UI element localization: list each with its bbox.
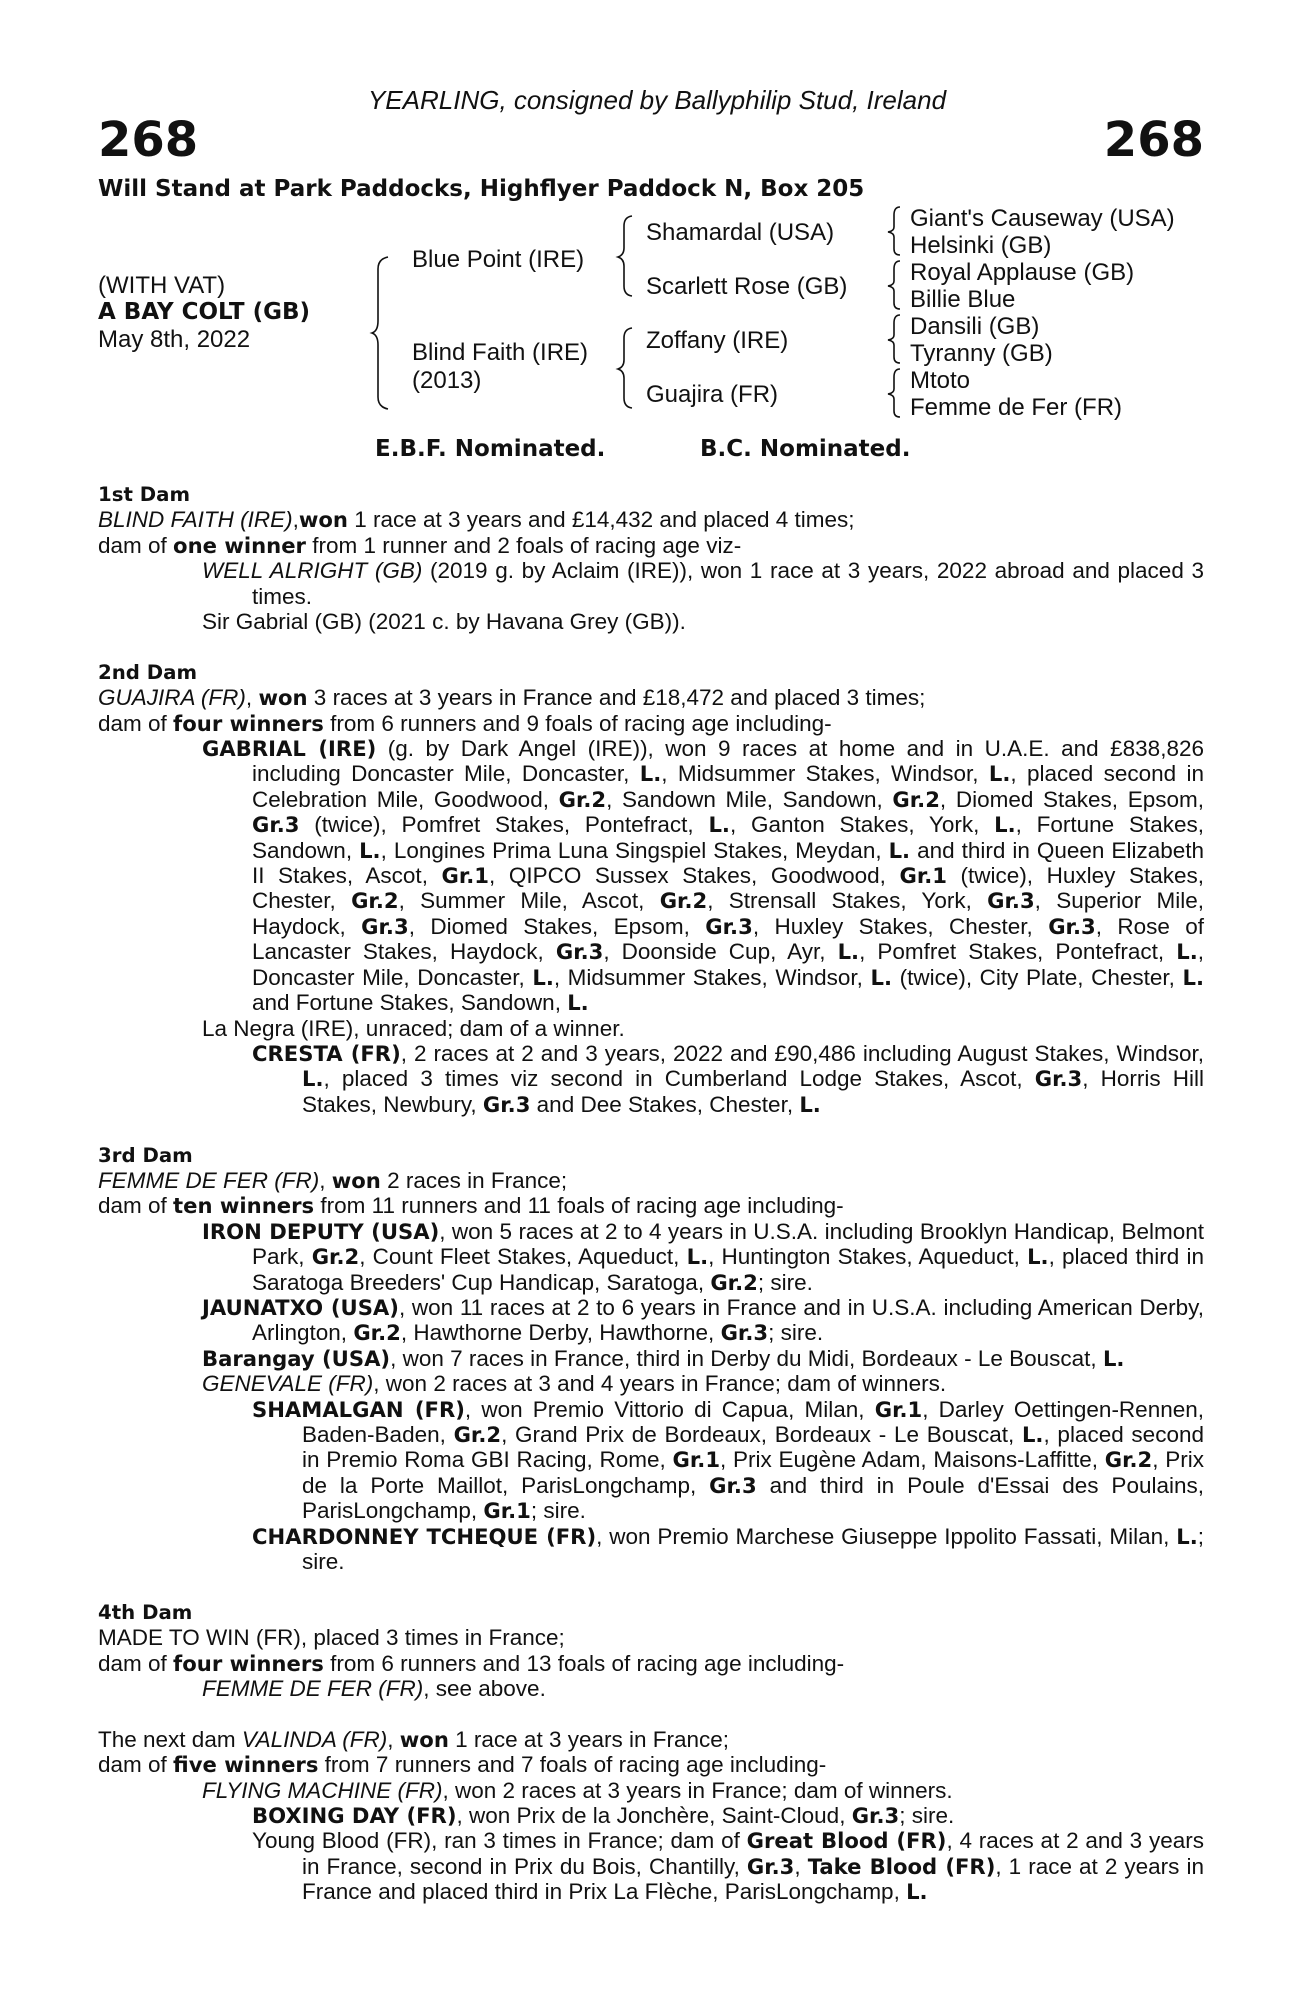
bold-text: L. (1176, 939, 1198, 965)
dam-heading (98, 660, 1204, 685)
bold-text: L. (1102, 1345, 1125, 1371)
record-paragraph (98, 1346, 1204, 1371)
record-paragraph (98, 1676, 1204, 1701)
text: , 2 races at 2 and 3 years, 2022 and £90,486 including August Stakes, Windsor, (400, 1040, 1205, 1066)
bold-text: Great Blood (FR) (746, 1828, 947, 1854)
lot-number-left: 268 (98, 112, 199, 168)
text: Young Blood (FR), ran 3 times in France; dam of (252, 1828, 747, 1854)
bold-text: Gr.2 (351, 888, 399, 914)
text: , Summer Mile, Ascot, (398, 888, 660, 914)
text: , (319, 1167, 332, 1193)
bold-text: GABRIAL (IRE) (202, 736, 377, 762)
bold-text: Gr.2 (710, 1269, 758, 1295)
lot-number-right: 268 (1103, 112, 1204, 168)
dam-heading (98, 482, 1204, 507)
bc-nomination: B.C. Nominated. (700, 436, 911, 462)
bold-text: CRESTA (FR) (252, 1040, 401, 1066)
bold-text: L. (988, 761, 1011, 787)
bold-text: Gr.3 (1048, 913, 1096, 939)
ggp-name: Dansili (GB) (910, 313, 1040, 340)
italic-name: GUAJIRA (FR) (98, 685, 246, 711)
text: dam of (98, 1752, 174, 1778)
bold-text: Gr.1 (441, 863, 490, 889)
dam-sire-name: Zoffany (IRE) (646, 327, 789, 354)
bold-text: Gr.3 (705, 913, 753, 939)
text: (twice), Huxley Stakes, Chester, (252, 863, 1204, 914)
text: , Hawthorne Derby, Hawthorne, (400, 1320, 721, 1346)
bold-text: L. (1176, 1523, 1198, 1549)
text: dam of (98, 532, 174, 558)
spacer (98, 1701, 1204, 1726)
text: (twice), Pomfret Stakes, Pontefract, (299, 812, 709, 838)
text: , won 2 races at 3 and 4 years in France; dam of winners. (373, 1371, 947, 1397)
italic-name: FEMME DE FER (FR) (98, 1167, 320, 1193)
text: and third in Queen Elizabeth II Stakes, Ascot, (252, 837, 1204, 889)
text: , won 11 races at 2 to 6 years in France and in U.S.A. including American Derby, Arlington, (252, 1294, 1204, 1346)
text: ; sire. (302, 1523, 1204, 1575)
bold-text: one winner (173, 532, 306, 558)
text: from 6 runners and 13 foals of racing age including- (323, 1650, 845, 1676)
text: and third in Poule d'Essai des Poulains, ParisLongchamp, (302, 1472, 1204, 1524)
record-paragraph (98, 1651, 1204, 1676)
sire-dam-name: Scarlett Rose (GB) (646, 273, 848, 300)
text: The next dam (98, 1726, 242, 1752)
bold-text: 4th Dam (98, 1600, 193, 1624)
bold-text: Gr.2 (892, 786, 940, 812)
text: 2 races in France; (380, 1167, 568, 1193)
text: , Doncaster Mile, Doncaster, (252, 939, 1204, 990)
bold-text: four winners (173, 1650, 324, 1676)
bold-text: Gr.2 (1104, 1447, 1153, 1473)
bold-text: Barangay (USA) (202, 1345, 391, 1371)
bold-text: Gr.3 (361, 913, 409, 939)
text: (twice), City Plate, Chester, (892, 964, 1183, 990)
text: dam of (98, 1193, 174, 1219)
bold-text: L. (888, 837, 911, 863)
pedigree-bracket-ggp-3 (888, 313, 908, 365)
bold-text: L. (708, 812, 730, 838)
bold-text: BOXING DAY (FR) (252, 1803, 457, 1829)
record-paragraph (98, 1828, 1204, 1904)
sire-name: Blue Point (IRE) (412, 246, 585, 273)
bold-text: L. (1021, 1422, 1044, 1447)
bold-text: won (399, 1726, 449, 1752)
bold-text: ten winners (173, 1193, 315, 1219)
text: , won 7 races in France, third in Derby du Midi, Bordeaux - Le Bouscat, (390, 1345, 1103, 1371)
ggp-name: Billie Blue (910, 286, 1016, 313)
bold-text: CHARDONNEY TCHEQUE (FR) (252, 1523, 597, 1549)
dam-year: (2013) (412, 367, 482, 394)
text: , won Prix de la Jonchère, Saint-Cloud, (456, 1803, 852, 1829)
bold-text: 2nd Dam (98, 660, 198, 684)
bold-text: L. (870, 964, 893, 990)
bold-text: four winners (173, 710, 324, 736)
italic-name: WELL ALRIGHT (GB) (202, 558, 423, 584)
text: , Prix Eugène Adam, Maisons-Laffitte, (720, 1447, 1105, 1473)
text: , Horris Hill Stakes, Newbury, (302, 1066, 1204, 1117)
text: , Huxley Stakes, Chester, (752, 913, 1049, 939)
text: , Grand Prix de Bordeaux, Bordeaux - Le Bouscat, (501, 1422, 1022, 1447)
bold-text: L. (799, 1091, 821, 1117)
record-paragraph (98, 507, 1204, 532)
ggp-name: Tyranny (GB) (910, 340, 1053, 367)
record-paragraph (98, 609, 1204, 634)
text: , Diomed Stakes, Epsom, (408, 913, 706, 939)
sire-sire-name: Shamardal (USA) (646, 219, 835, 246)
bold-text: won (331, 1167, 381, 1193)
italic-name: GENEVALE (FR) (202, 1371, 374, 1397)
text: , Count Fleet Stakes, Aqueduct, (359, 1244, 687, 1270)
record-paragraph (98, 1778, 1204, 1803)
pedigree-bracket-ggp-2 (888, 259, 908, 311)
text: , Diomed Stakes, Epsom, (939, 786, 1204, 812)
spacer (98, 634, 1204, 659)
record-paragraph (98, 533, 1204, 558)
text: , see above. (423, 1676, 546, 1702)
text: , (292, 507, 299, 533)
bold-text: Gr.3 (482, 1091, 531, 1117)
spacer (98, 1117, 1204, 1142)
italic-name: BLIND FAITH (IRE) (98, 507, 293, 533)
text: , placed second in Celebration Mile, Goodwood, (252, 761, 1205, 812)
record-paragraph (98, 1219, 1204, 1295)
text: (2019 g. by Aclaim (IRE)), won 1 race at 3 years, 2022 abroad and placed 3 times. (252, 558, 1204, 609)
pedigree-bracket-sire (618, 214, 642, 298)
text: dam of (98, 710, 174, 736)
text: , placed 3 times viz second in Cumberland Lodge Stakes, Ascot, (323, 1066, 1035, 1092)
dam-heading (98, 1600, 1204, 1625)
bold-text: Gr.2 (453, 1422, 502, 1447)
italic-name: FLYING MACHINE (FR) (202, 1777, 443, 1803)
ggp-name: Femme de Fer (FR) (910, 394, 1123, 421)
bold-text: won (298, 507, 348, 533)
text: , 1 race at 2 years in France and placed third in Prix La Flèche, ParisLongchamp, (302, 1853, 1204, 1905)
text: ; sire. (530, 1498, 586, 1524)
text: (g. by Dark Angel (IRE)), won 9 races at home and in U.A.E. and £838,826 including Doncaster Mile, Doncaster, (252, 736, 1204, 787)
bold-text: SHAMALGAN (FR) (252, 1396, 465, 1422)
text: 1 race at 3 years and £14,432 and placed 4 times; (347, 507, 855, 533)
record-paragraph (98, 1524, 1204, 1575)
text: , Darley Oettingen-Rennen, Baden-Baden, (302, 1396, 1205, 1447)
text: ; sire. (757, 1269, 813, 1295)
horse-name: A BAY COLT (GB) (98, 299, 311, 325)
bold-text: 3rd Dam (98, 1143, 193, 1167)
bold-text: Gr.1 (874, 1396, 923, 1422)
text: , placed third in Saratoga Breeders' Cup Handicap, Saratoga, (252, 1244, 1204, 1295)
text: , Superior Mile, Haydock, (252, 888, 1205, 939)
text: dam of (98, 1650, 174, 1676)
bold-text: L. (359, 837, 381, 863)
text: and Fortune Stakes, Sandown, (252, 990, 568, 1016)
bold-text: L. (686, 1244, 709, 1270)
italic-name: VALINDA (FR) (241, 1726, 388, 1752)
record-paragraph (98, 736, 1204, 1015)
text: , Rose of Lancaster Stakes, Haydock, (252, 913, 1204, 965)
record-paragraph (98, 685, 1204, 710)
text: , (245, 685, 259, 711)
text: ; sire. (899, 1803, 955, 1829)
ggp-name: Mtoto (910, 367, 971, 394)
record-paragraph (98, 1803, 1204, 1828)
text: , 4 races at 2 and 3 years in France, second in Prix du Bois, Chantilly, (302, 1828, 1204, 1879)
bold-text: IRON DEPUTY (USA) (202, 1218, 440, 1244)
text: MADE TO WIN (FR), placed 3 times in France; (98, 1625, 565, 1651)
text: from 1 runner and 2 foals of racing age viz- (305, 532, 742, 558)
text: La Negra (IRE), unraced; dam of a winner. (202, 1015, 625, 1041)
text: , won Premio Vittorio di Capua, Milan, (464, 1396, 875, 1422)
bold-text: 1st Dam (98, 483, 191, 506)
produce-record (98, 482, 1204, 1905)
bold-text: Gr.2 (311, 1244, 360, 1270)
record-paragraph (98, 1168, 1204, 1193)
bold-text: L. (837, 939, 860, 965)
record-paragraph (98, 1727, 1204, 1752)
text: ; sire. (768, 1320, 824, 1346)
text: , won 2 races at 3 years in France; dam of winners. (442, 1777, 953, 1803)
text: , Ganton Stakes, York, (729, 812, 995, 838)
record-paragraph (98, 558, 1204, 609)
spacer (98, 1574, 1204, 1599)
bold-text: five winners (173, 1752, 319, 1778)
bold-text: L. (994, 812, 1016, 838)
text: , Prix de la Porte Maillot, ParisLongchamp, (302, 1447, 1205, 1498)
bold-text: Gr.3 (252, 812, 300, 838)
pedigree-bracket-ggp-1 (888, 205, 908, 257)
text: , Midsummer Stakes, Windsor, (661, 761, 989, 787)
bold-text: L. (532, 964, 554, 990)
bold-text: L. (1027, 1244, 1049, 1270)
text: , won 5 races at 2 to 4 years in U.S.A. including Brooklyn Handicap, Belmont Park, (252, 1218, 1204, 1270)
italic-name: FEMME DE FER (FR) (202, 1676, 424, 1702)
bold-text: Gr.1 (899, 863, 947, 889)
pedigree-bracket-ggp-4 (888, 367, 908, 419)
bold-text: Gr.3 (720, 1320, 769, 1346)
ggp-name: Giant's Causeway (USA) (910, 205, 1175, 232)
record-paragraph (98, 1295, 1204, 1346)
text: 3 races at 3 years in France and £18,472 and placed 3 times; (307, 685, 926, 711)
bold-text: won (258, 685, 308, 711)
text: , (794, 1853, 808, 1879)
record-paragraph (98, 1625, 1204, 1650)
dam-dam-name: Guajira (FR) (646, 381, 779, 408)
stand-location: Will Stand at Park Paddocks, Highflyer Paddock N, Box 205 (98, 176, 865, 202)
vat-note: (WITH VAT) (98, 272, 226, 299)
ggp-name: Royal Applause (GB) (910, 259, 1135, 286)
consignor-line: YEARLING, consigned by Ballyphilip Stud, Ireland (367, 85, 947, 115)
dam-heading (98, 1143, 1204, 1168)
dam-name: Blind Faith (IRE) (412, 339, 589, 366)
bold-text: Gr.3 (555, 939, 604, 965)
ggp-name: Helsinki (GB) (910, 232, 1052, 259)
text: and Dee Stakes, Chester, (530, 1091, 800, 1117)
text: Sir Gabrial (GB) (2021 c. by Havana Grey (GB)). (202, 609, 686, 635)
bold-text: L. (1182, 964, 1204, 990)
record-paragraph (98, 1371, 1204, 1396)
text: from 6 runners and 9 foals of racing age including- (323, 710, 832, 736)
bold-text: L. (906, 1879, 928, 1905)
text: , Doonside Cup, Ayr, (603, 939, 838, 965)
foaling-date: May 8th, 2022 (98, 326, 251, 353)
bold-text: Gr.2 (659, 888, 708, 914)
text: , Pomfret Stakes, Pontefract, (859, 939, 1177, 965)
pedigree-bracket-main (372, 255, 396, 410)
bold-text: Take Blood (FR) (807, 1853, 996, 1879)
record-paragraph (98, 1041, 1204, 1117)
bold-text: L. (567, 990, 589, 1016)
bold-text: Gr.3 (709, 1472, 757, 1498)
text: , won Premio Marchese Giuseppe Ippolito Fassati, Milan, (596, 1523, 1177, 1549)
bold-text: Gr.3 (1034, 1066, 1083, 1092)
bold-text: L. (639, 761, 662, 787)
bold-text: Gr.1 (672, 1447, 721, 1473)
text: 1 race at 3 years in France; (448, 1726, 730, 1752)
text: from 7 runners and 7 foals of racing age including- (318, 1752, 827, 1778)
record-paragraph (98, 1193, 1204, 1218)
bold-text: Gr.1 (483, 1498, 531, 1524)
text: , Sandown Mile, Sandown, (606, 786, 893, 812)
bold-text: Gr.3 (746, 1853, 795, 1879)
bold-text: L. (302, 1066, 324, 1092)
bold-text: Gr.2 (353, 1320, 401, 1346)
text: , QIPCO Sussex Stakes, Goodwood, (489, 863, 900, 889)
pedigree-bracket-dam (618, 326, 642, 410)
text: from 11 runners and 11 foals of racing age including- (314, 1193, 844, 1219)
text: , placed second in Premio Roma GBI Racing, Rome, (302, 1422, 1204, 1473)
text: , Midsummer Stakes, Windsor, (553, 964, 871, 990)
record-paragraph (98, 1752, 1204, 1777)
record-paragraph (98, 1016, 1204, 1041)
ebf-nomination: E.B.F. Nominated. (375, 436, 606, 462)
text: , Strensall Stakes, York, (707, 888, 988, 914)
bold-text: JAUNATXO (USA) (202, 1294, 399, 1320)
bold-text: Gr.3 (851, 1803, 900, 1829)
record-paragraph (98, 1397, 1204, 1524)
text: , Longines Prima Luna Singspiel Stakes, Meydan, (380, 837, 889, 863)
record-paragraph (98, 711, 1204, 736)
text: , Huntington Stakes, Aqueduct, (708, 1244, 1028, 1270)
text: , Fortune Stakes, Sandown, (252, 812, 1204, 863)
text: , (387, 1726, 400, 1752)
bold-text: Gr.3 (987, 888, 1035, 914)
bold-text: Gr.2 (558, 786, 607, 812)
